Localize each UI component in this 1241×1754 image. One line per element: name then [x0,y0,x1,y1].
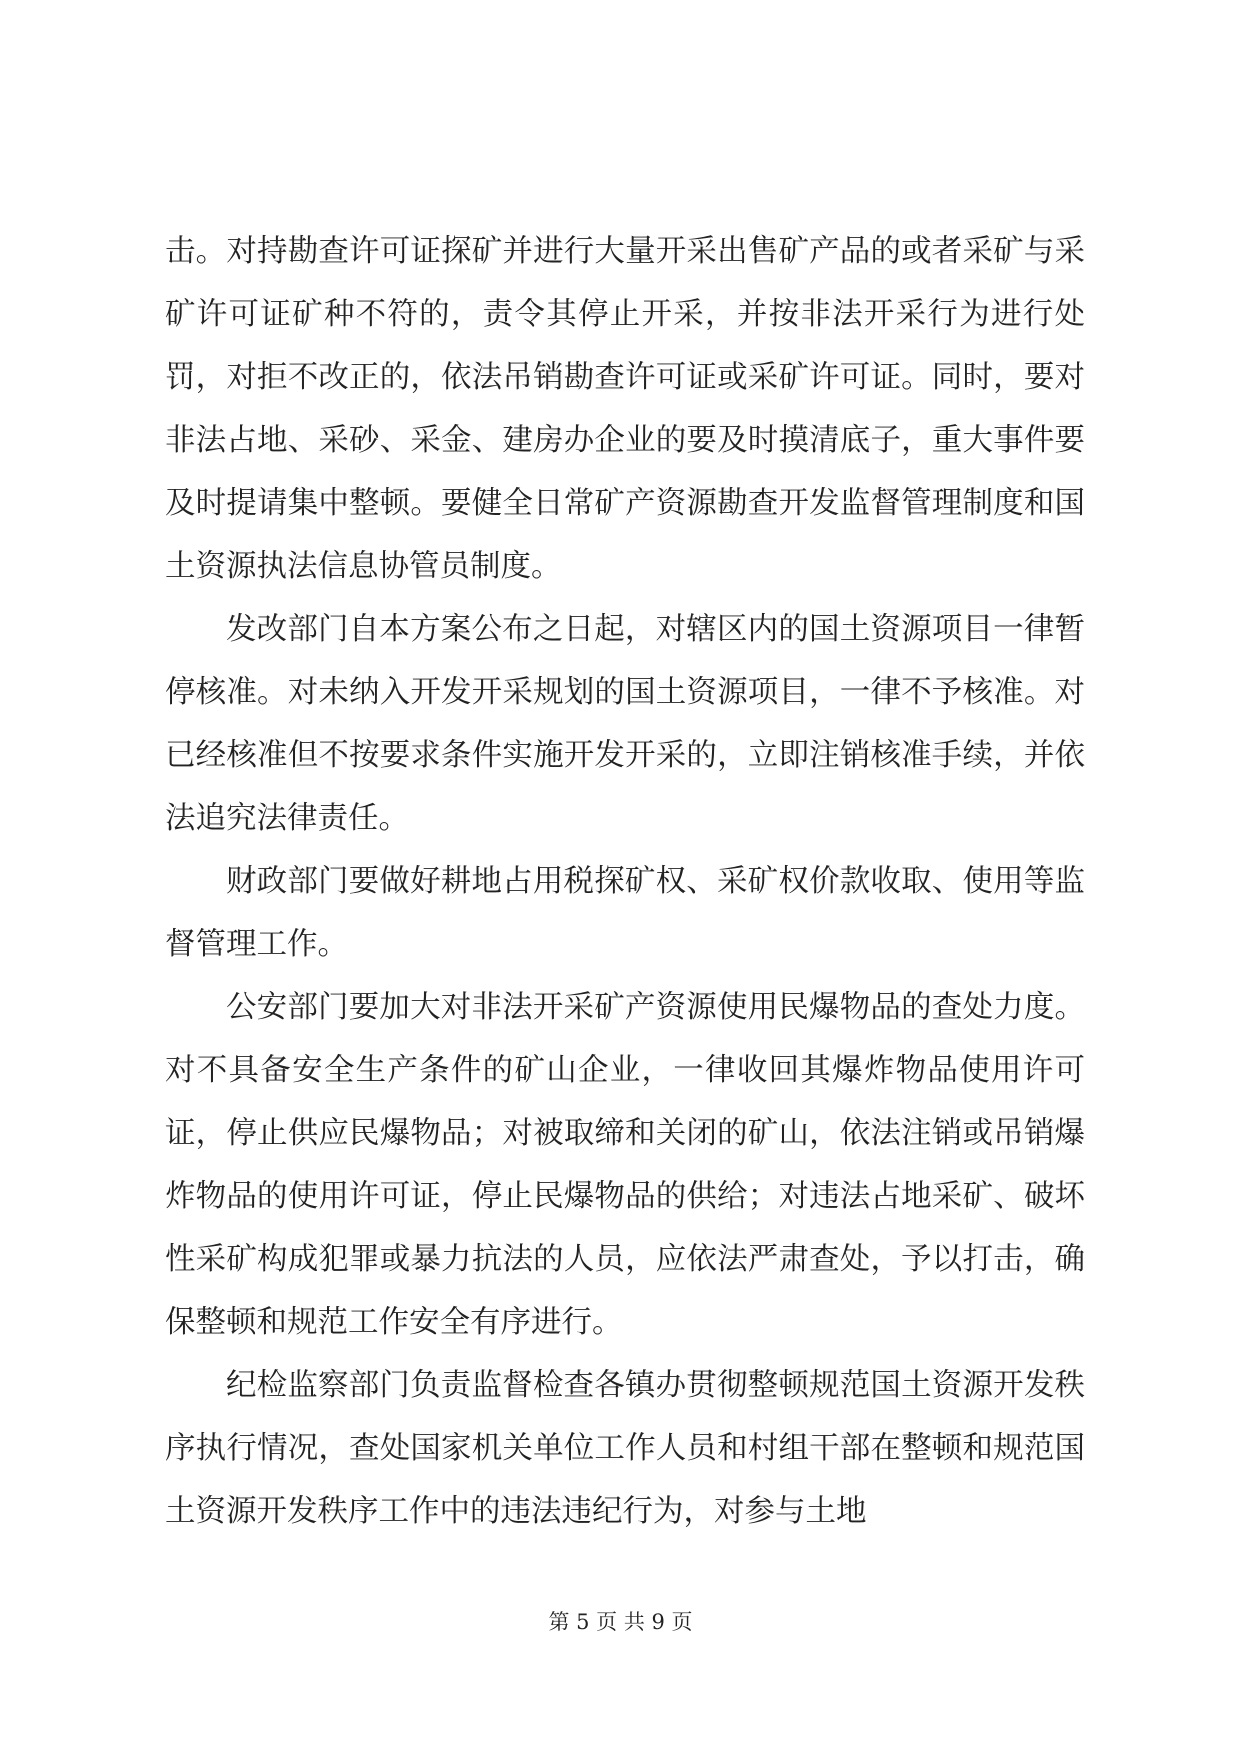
document-body [165,220,1085,1543]
paragraph-public-security: 公安部门要加大对非法开采矿产资源使用民爆物品的查处力度。对不具备安全生产条件的矿山企业，一律收回其爆炸物品使用许可证，停止供应民爆物品；对被取缔和关闭的矿山，依法注销或吊销爆炸物品的使用许可证，停止民爆物品的供给；对违法占地采矿、破坏性采矿构成犯罪或暴力抗法的人员，应依法严肃查处，予以打击，确保整顿和规范工作安全有序进行。 [165,990,1085,1340]
paragraph-finance: 财政部门要做好耕地占用税探矿权、采矿权价款收取、使用等监督管理工作。 [165,864,1085,962]
page-footer: 第 5 页 共 9 页 [548,1610,693,1634]
paragraph-continued: 击。对持勘查许可证探矿并进行大量开采出售矿产品的或者采矿与采矿许可证矿种不符的，责令其停止开采，并按非法开采行为进行处罚，对拒不改正的，依法吊销勘查许可证或采矿许可证。同时，要对非法占地、采砂、采金、建房办企业的要及时摸清底子，重大事件要及时提请集中整顿。要健全日常矿产资源勘查开发监督管理制度和国土资源执法信息协管员制度。 [165,234,1085,584]
paragraph-development-reform: 发改部门自本方案公布之日起，对辖区内的国土资源项目一律暂停核准。对未纳入开发开采规划的国土资源项目，一律不予核准。对已经核准但不按要求条件实施开发开采的，立即注销核准手续，并依法追究法律责任。 [165,612,1085,836]
paragraph-discipline-inspection: 纪检监察部门负责监督检查各镇办贯彻整顿规范国土资源开发秩序执行情况，查处国家机关单位工作人员和村组干部在整顿和规范国土资源开发秩序工作中的违法违纪行为，对参与土地 [165,1368,1085,1529]
